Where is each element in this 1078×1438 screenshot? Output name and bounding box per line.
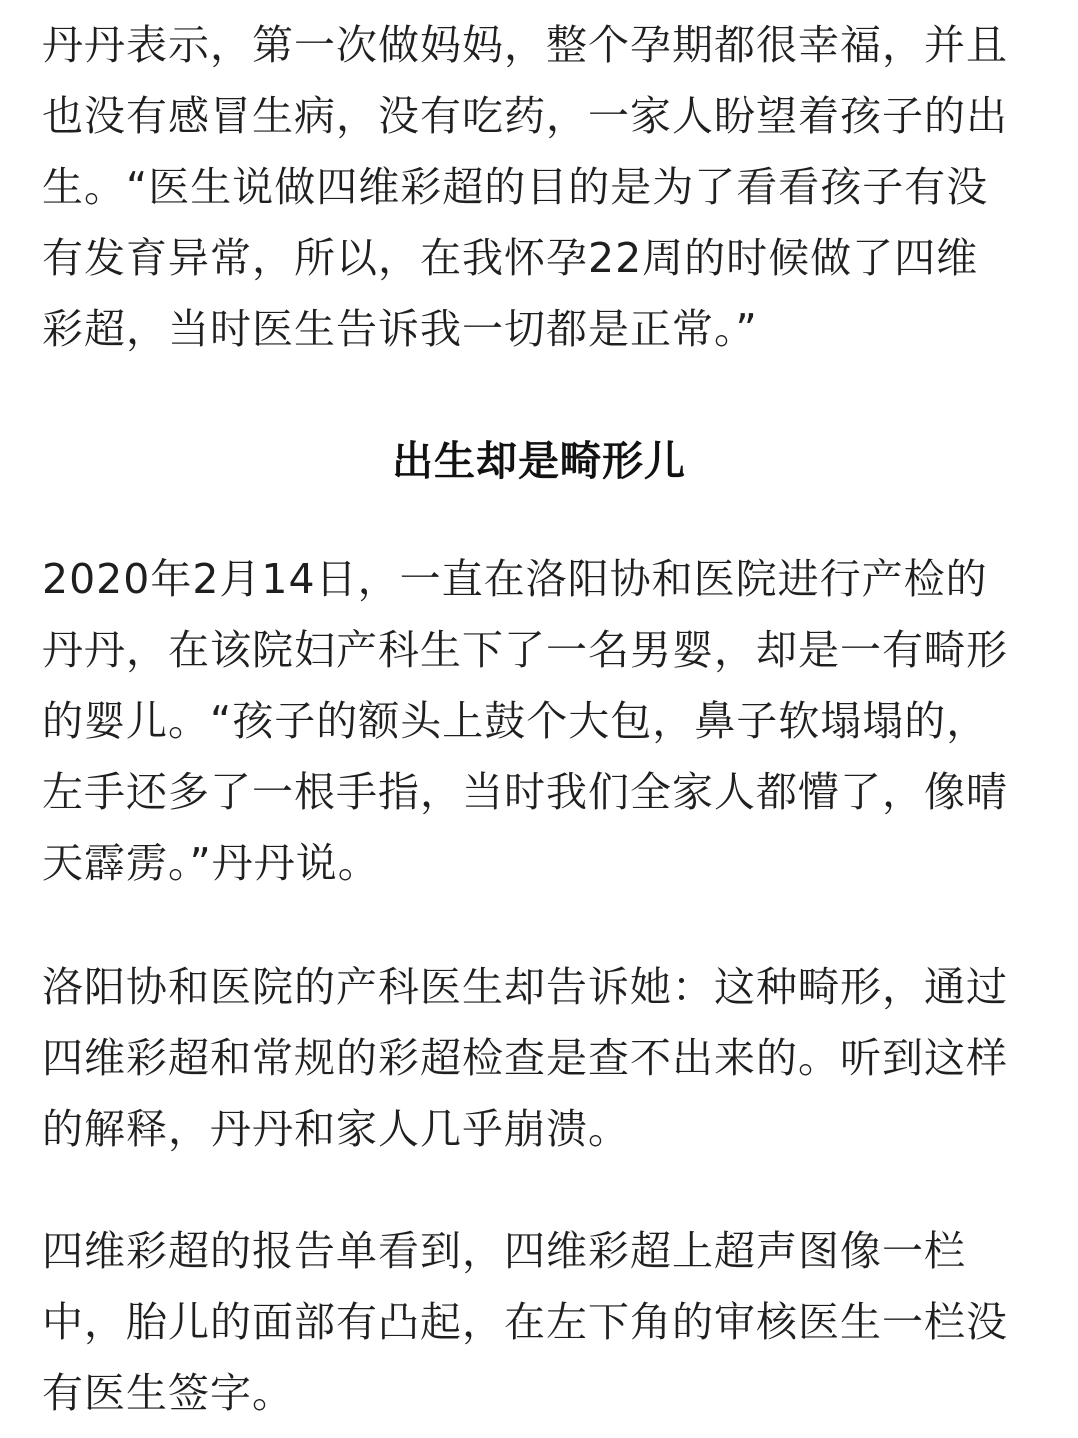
text-line: 彩超，当时医生告诉我一切都是正常。”	[42, 305, 758, 353]
paragraph-1	[42, 10, 1036, 365]
text-line: 丹丹表示，第一次做妈妈，整个孕期都很幸福，并且	[42, 21, 1008, 69]
text-line: 2020年2月14日，一直在洛阳协和医院进行产检的	[42, 555, 988, 603]
section-subheading: 出生却是畸形儿	[392, 437, 686, 485]
text-line: 中，胎儿的面部有凸起，在左下角的审核医生一栏没	[42, 1298, 1008, 1346]
text-line: 洛阳协和医院的产科医生却告诉她：这种畸形，通过	[42, 963, 1008, 1011]
text-line: 四维彩超和常规的彩超检查是查不出来的。听到这样	[42, 1034, 1008, 1082]
paragraph-4	[42, 1216, 1036, 1429]
text-line: 有医生签字。	[42, 1369, 294, 1417]
paragraph-2	[42, 544, 1036, 899]
text-line: 的解释，丹丹和家人几乎崩溃。	[42, 1105, 630, 1153]
text-line: 的婴儿。“孩子的额头上鼓个大包，鼻子软塌塌的，	[42, 697, 989, 745]
text-line: 天霹雳。”丹丹说。	[42, 839, 380, 887]
paragraph-3	[42, 952, 1036, 1165]
text-line: 左手还多了一根手指，当时我们全家人都懵了，像晴	[42, 768, 1008, 816]
text-line: 也没有感冒生病，没有吃药，一家人盼望着孩子的出	[42, 92, 1008, 140]
text-line: 四维彩超的报告单看到，四维彩超上超声图像一栏	[42, 1227, 966, 1275]
text-line: 生。“医生说做四维彩超的目的是为了看看孩子有没	[42, 163, 989, 211]
text-line: 有发育异常，所以，在我怀孕22周的时候做了四维	[42, 234, 979, 282]
text-line: 丹丹，在该院妇产科生下了一名男婴，却是一有畸形	[42, 626, 1008, 674]
